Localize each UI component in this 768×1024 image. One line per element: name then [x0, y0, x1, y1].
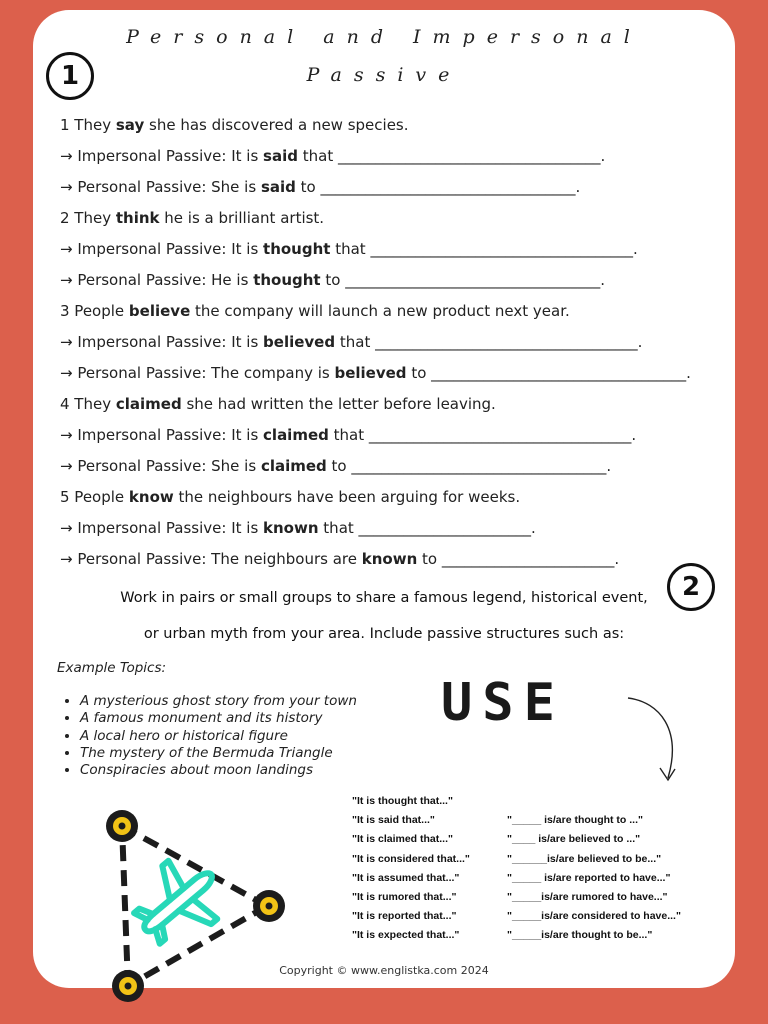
- personal-phrase: "_____ is/are thought to ...": [507, 814, 643, 826]
- text-fragment: → Impersonal Passive: It is: [60, 519, 264, 537]
- personal-phrase: "_____is/are thought to be...": [507, 929, 653, 941]
- keyword-verb: believe: [128, 302, 191, 320]
- example-topics-list: [60, 693, 357, 779]
- list-item: • The mystery of the Bermuda Triangle: [80, 745, 357, 762]
- text-fragment: he is a brilliant artist.: [159, 209, 325, 227]
- keyword-verb: thought: [253, 271, 321, 289]
- exercise-sentence: [60, 209, 324, 227]
- keyword-verb: known: [263, 519, 319, 537]
- personal-phrase: "_____ is/are reported to have...": [507, 872, 671, 884]
- exercise-sentence: [60, 488, 520, 506]
- exercise-sentence: [60, 395, 496, 413]
- keyword-verb: said: [260, 178, 296, 196]
- text-fragment: the neighbours have been arguing for weeks.: [173, 488, 521, 506]
- text-fragment: → Impersonal Passive: It is: [60, 333, 264, 351]
- text-fragment: 1 They: [60, 116, 116, 134]
- text-fragment: 4 They: [60, 395, 116, 413]
- impersonal-phrase: "It is considered that...": [352, 853, 470, 865]
- text-fragment: → Personal Passive: He is: [60, 271, 254, 289]
- exercise-answer-line: [60, 147, 605, 165]
- text-fragment: that ___________________________________.: [328, 426, 637, 444]
- text-fragment: that _______________________.: [318, 519, 536, 537]
- text-fragment: that ___________________________________.: [335, 333, 643, 351]
- text-fragment: to __________________________________.: [326, 457, 612, 475]
- exercise-answer-line: [60, 364, 691, 382]
- keyword-verb: known: [361, 550, 418, 568]
- task-instruction-line1: Work in pairs or small groups to share a famous legend, historical event,: [120, 590, 648, 606]
- impersonal-phrase: "It is said that...": [352, 814, 435, 826]
- personal-phrase: "______is/are believed to be...": [507, 853, 662, 865]
- personal-phrase: "_____is/are rumored to have...": [507, 891, 668, 903]
- text-fragment: 5 People: [60, 488, 129, 506]
- exercise-answer-line: [60, 240, 638, 258]
- text-fragment: she has discovered a new species.: [144, 116, 409, 134]
- keyword-verb: said: [263, 147, 298, 165]
- copyright-footer: Copyright © www.englistka.com 2024: [279, 964, 489, 977]
- personal-phrase: "____ is/are believed to ...": [507, 833, 641, 845]
- impersonal-phrase: "It is thought that...": [352, 795, 453, 807]
- keyword-verb: think: [115, 209, 160, 227]
- keyword-verb: claimed: [115, 395, 182, 413]
- keyword-verb: know: [128, 488, 174, 506]
- text-fragment: that ___________________________________.: [297, 147, 606, 165]
- keyword-verb: claimed: [260, 457, 327, 475]
- example-topics-heading: Example Topics:: [57, 660, 167, 676]
- impersonal-phrase: "It is assumed that...": [352, 872, 460, 884]
- keyword-verb: believed: [334, 364, 407, 382]
- impersonal-phrase: "It is expected that...": [352, 929, 460, 941]
- text-fragment: 2 They: [60, 209, 116, 227]
- text-fragment: to _______________________.: [417, 550, 620, 568]
- exercise-answer-line: [60, 333, 642, 351]
- text-fragment: 3 People: [60, 302, 129, 320]
- task-instruction-line2: or urban myth from your area. Include passive structures such as:: [143, 626, 625, 642]
- personal-phrase: "_____is/are considered to have...": [507, 910, 681, 922]
- text-fragment: → Impersonal Passive: It is: [60, 426, 264, 444]
- curved-arrow-icon: [620, 690, 690, 790]
- text-fragment: to __________________________________.: [295, 178, 581, 196]
- text-fragment: she had written the letter before leaving.: [181, 395, 496, 413]
- exercise-sentence: [60, 116, 409, 134]
- exercise-answer-line: [60, 457, 611, 475]
- exercise-answer-line: [60, 550, 619, 568]
- page-title-line2: Passive: [306, 64, 462, 86]
- text-fragment: to __________________________________.: [406, 364, 691, 382]
- page-title-line1: Personal and Impersonal: [126, 26, 642, 48]
- exercise-answer-line: [60, 178, 580, 196]
- impersonal-phrase: "It is rumored that...": [352, 891, 457, 903]
- text-fragment: → Impersonal Passive: It is: [60, 240, 264, 258]
- impersonal-phrase: "It is reported that...": [352, 910, 457, 922]
- keyword-verb: claimed: [263, 426, 329, 444]
- text-fragment: → Personal Passive: The neighbours are: [60, 550, 362, 568]
- text-fragment: to __________________________________.: [320, 271, 605, 289]
- list-item: • A famous monument and its history: [80, 710, 357, 727]
- list-item: • A local hero or historical figure: [80, 728, 357, 745]
- impersonal-phrase: "It is claimed that...": [352, 833, 453, 845]
- list-item: • Conspiracies about moon landings: [80, 762, 357, 779]
- exercise-answer-line: [60, 519, 536, 537]
- text-fragment: → Personal Passive: The company is: [60, 364, 335, 382]
- exercise-answer-line: [60, 271, 605, 289]
- exercise-answer-line: [60, 426, 636, 444]
- text-fragment: → Impersonal Passive: It is: [60, 147, 264, 165]
- keyword-verb: thought: [263, 240, 331, 258]
- section-1-badge: 1: [46, 52, 94, 100]
- keyword-verb: say: [115, 116, 145, 134]
- text-fragment: the company will launch a new product next year.: [190, 302, 570, 320]
- text-fragment: → Personal Passive: She is: [60, 178, 261, 196]
- use-heading: USE: [441, 673, 565, 733]
- text-fragment: → Personal Passive: She is: [60, 457, 261, 475]
- section-2-badge: 2: [667, 563, 715, 611]
- exercise-sentence: [60, 302, 570, 320]
- list-item: • A mysterious ghost story from your town: [80, 693, 357, 710]
- text-fragment: that ___________________________________.: [330, 240, 638, 258]
- keyword-verb: believed: [263, 333, 336, 351]
